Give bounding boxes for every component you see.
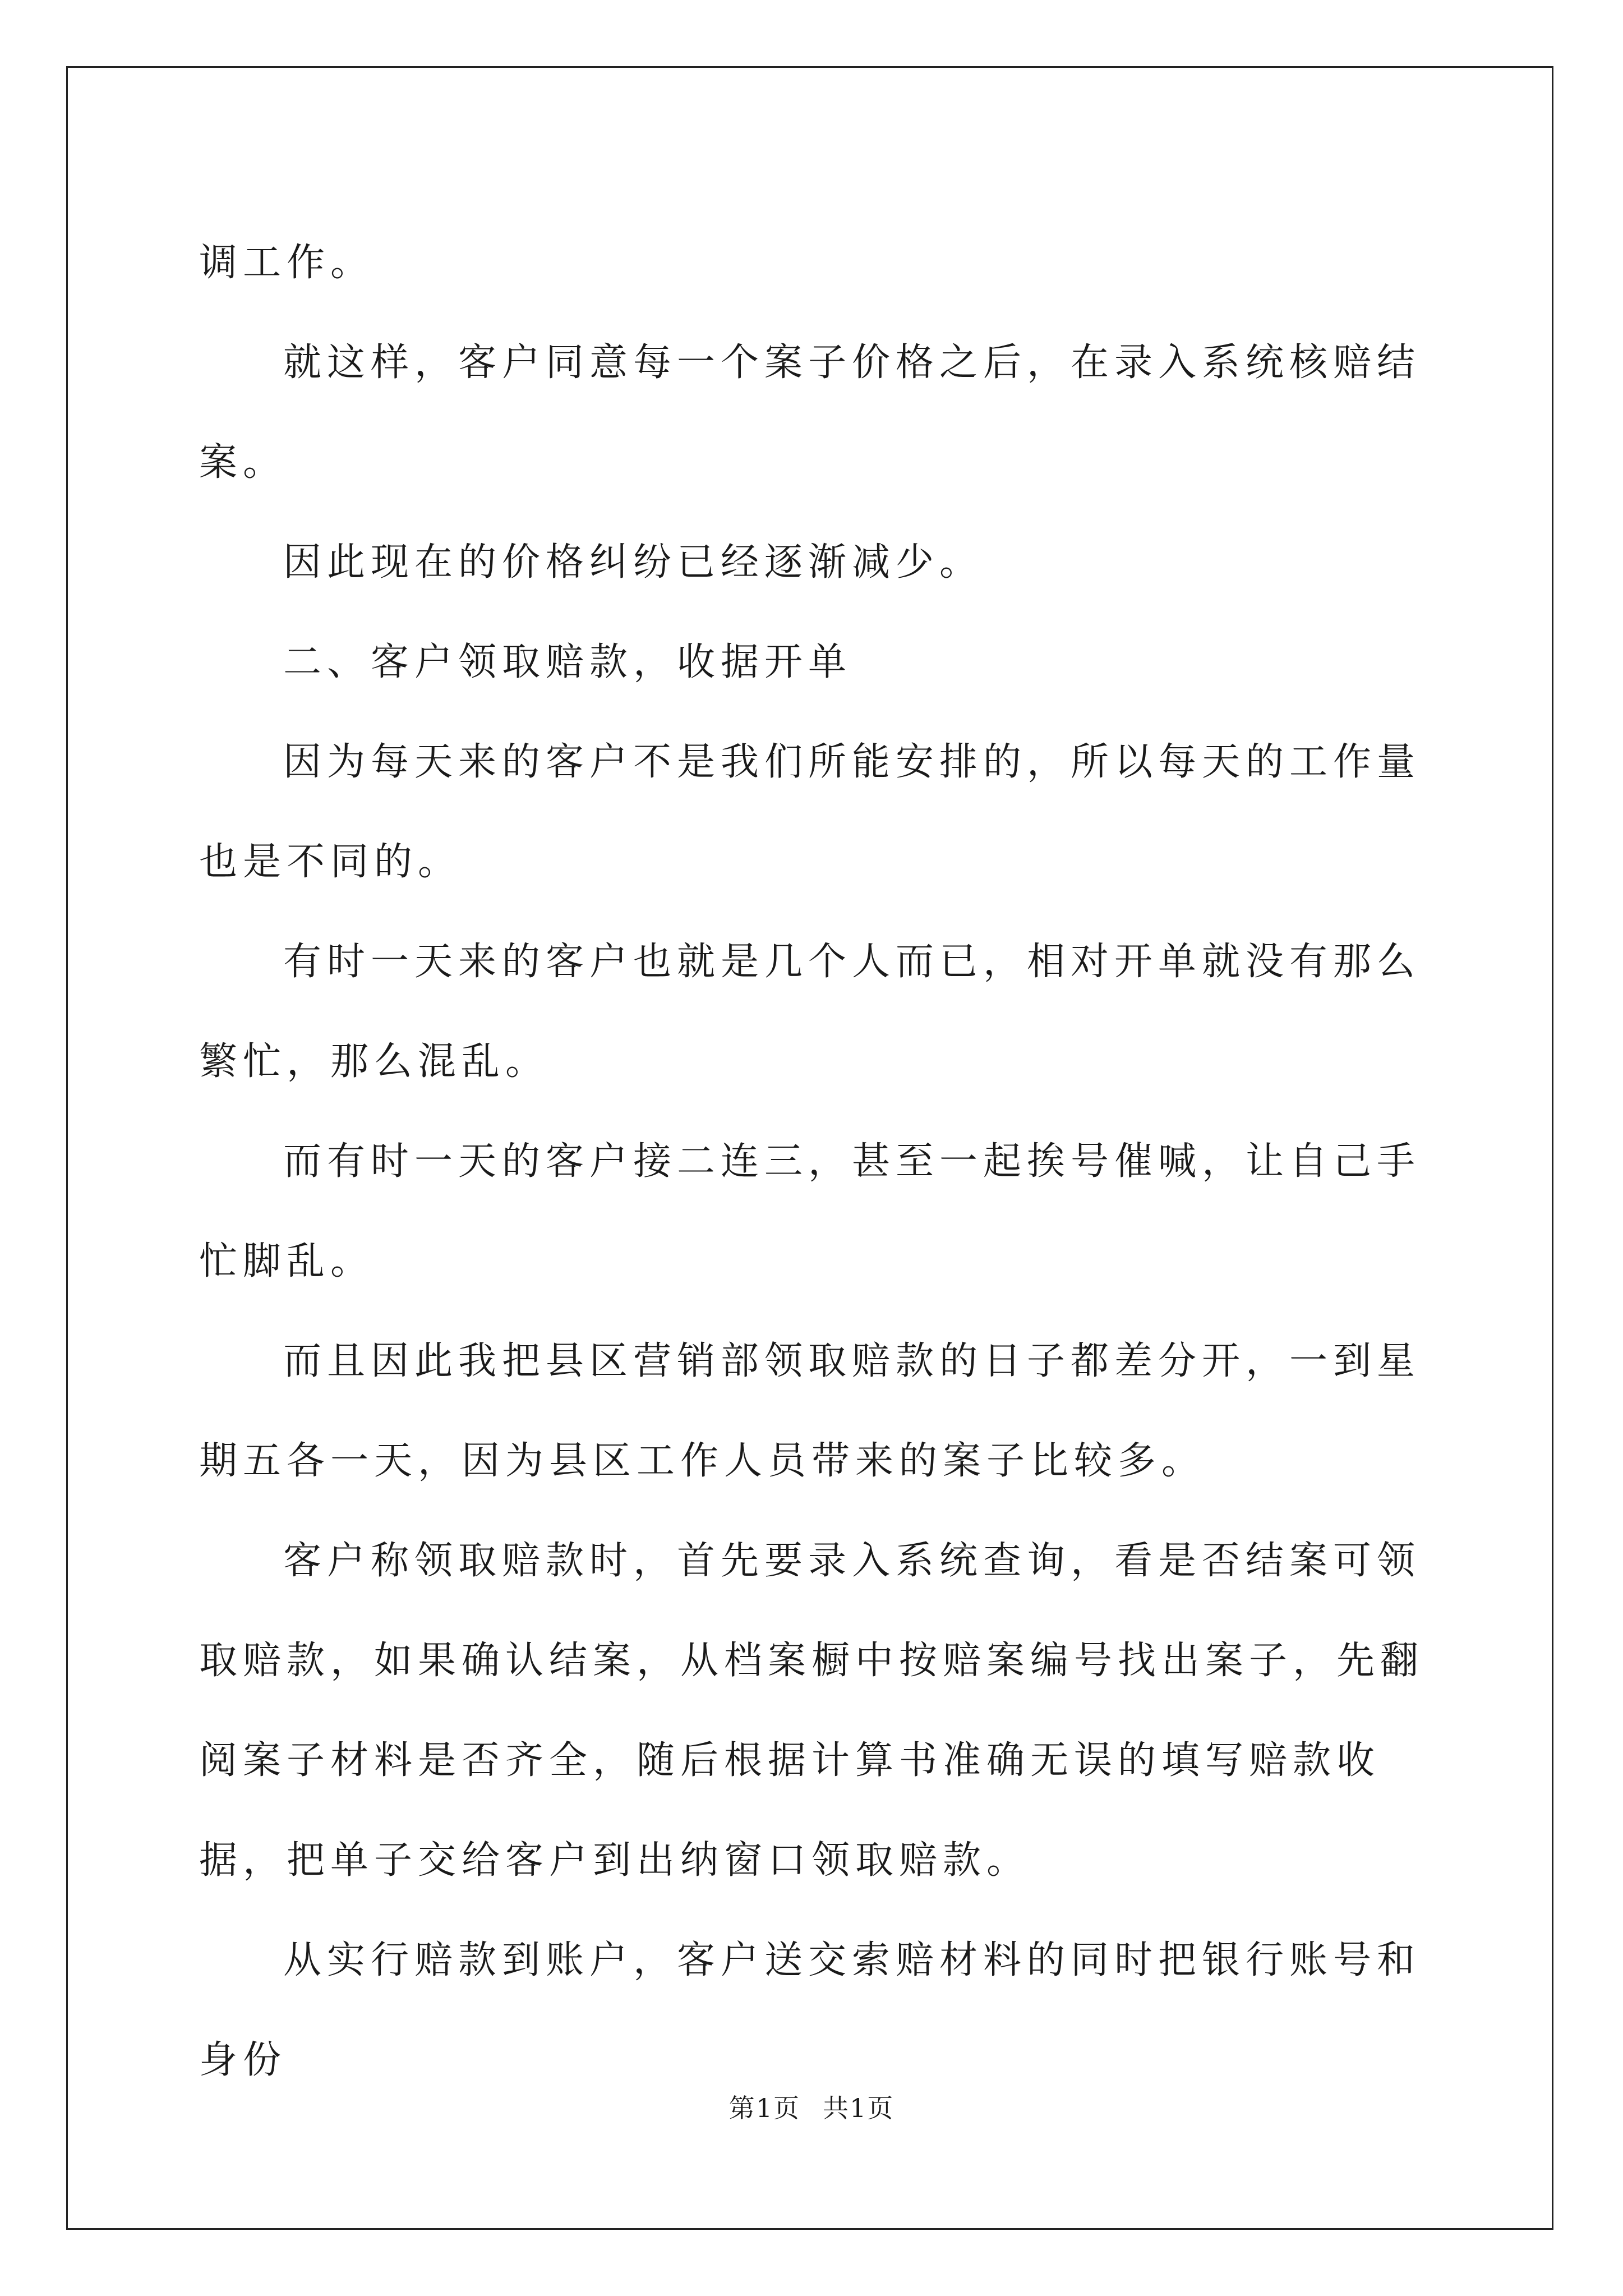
paragraph-continuation: 调工作。 (199, 241, 375, 285)
paragraph: 客户称领取赔款时，首先要录入系统查询，看是否结案可领取赔款，如果确认结案，从档案橱中按赔案编号找出案子，先翻阅案子材料是否齐全，随后根据计算书准确无误的填写赔款收据，把单子交给客户到出纳窗口领取赔款。 (199, 1539, 1424, 1883)
document-body (199, 213, 1433, 2110)
paragraph: 有时一天来的客户也就是几个人而已，相对开单就没有那么繁忙，那么混乱。 (199, 940, 1421, 1084)
paragraph: 因为每天来的客户不是我们所能安排的，所以每天的工作量也是不同的。 (199, 740, 1421, 884)
paragraph: 而且因此我把县区营销部领取赔款的日子都差分开，一到星期五各一天，因为县区工作人员带来的案子比较多。 (199, 1339, 1421, 1483)
paragraph: 从实行赔款到账户，客户送交索赔材料的同时把银行账号和身份 (199, 1938, 1421, 2082)
page-number: 第1页 (728, 2093, 800, 2123)
page-total: 共1页 (823, 2093, 895, 2123)
paragraph: 而有时一天的客户接二连三，甚至一起挨号催喊，让自己手忙脚乱。 (199, 1139, 1421, 1283)
section-heading: 二、客户领取赔款，收据开单 (283, 640, 852, 684)
paragraph: 因此现在的价格纠纷已经逐渐减少。 (283, 540, 984, 585)
paragraph: 就这样，客户同意每一个案子价格之后，在录入系统核赔结案。 (199, 341, 1421, 485)
page-footer (0, 2091, 1623, 2125)
